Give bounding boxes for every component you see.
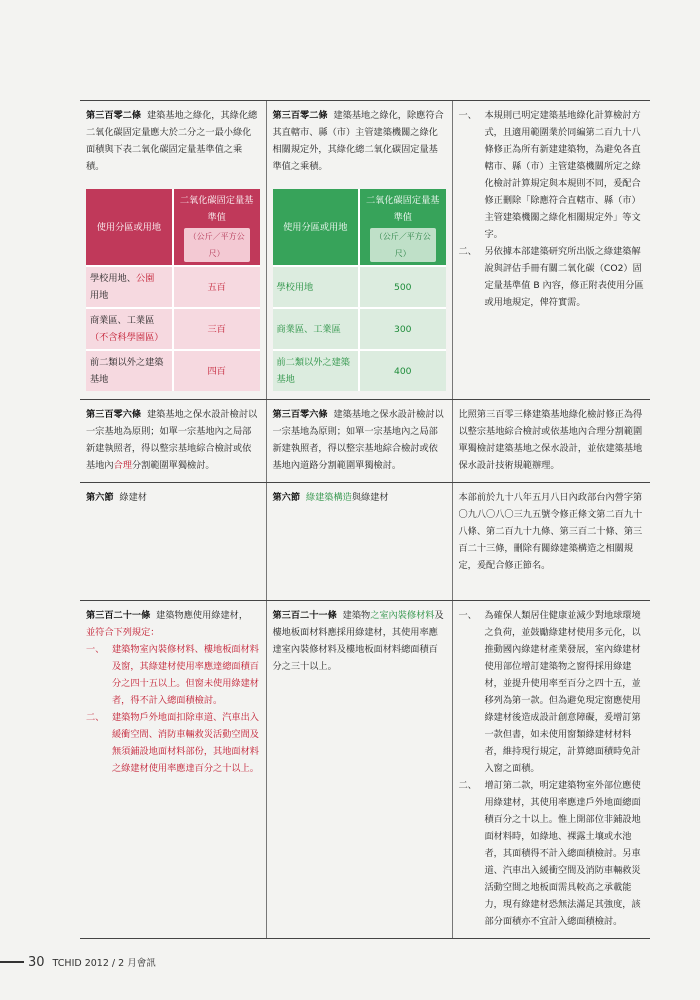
article-title: 第三百零六條 [86,409,142,420]
article-text: 建築物應使用綠建材， [156,610,249,621]
list-number: 二、 [458,780,477,791]
article-text: 建築基地之保水設計檢討以一宗基地為原則；如單一宗基地內之局部新建執照者，得以整宗基地綜合檢討或依基地內 [86,409,258,471]
list-number: 二、 [458,246,477,257]
zone-text: 商業區、工業區 [90,315,155,326]
unit-label: （公斤／平方公尺） [184,228,250,262]
explanation-text: 本部前於九十八年五月八日內政部台內營字第〇九八〇八〇三九五號令修正條文第二百九十八條、第二百九十九條、第三百二十條、第三百二十三條，刪除有關綠建築構造之相關規定，爰配合修正節名。 [458,492,643,571]
table-header-value [173,189,260,266]
list-number: 一、 [458,110,477,121]
table-row [80,101,650,400]
zone-cell [86,308,173,350]
value-cell: 五百 [173,266,260,308]
zone-cell: 學校用地 [273,266,360,308]
list-number: 二、 [86,712,105,723]
list-number: 一、 [458,610,477,621]
list-item [459,107,645,243]
footer-rule [0,961,24,962]
table-header-zone: 使用分區或用地 [273,189,360,266]
article-text-red: 並符合下列規定： [86,627,160,638]
section-title: 第六節 [86,492,114,503]
co2-table-current [273,189,446,391]
article-title: 第三百零二條 [86,110,142,121]
explanation-cell [452,483,650,601]
explanation-cell [452,101,650,400]
article-text: 建築基地之綠化，除應符合其直轄市、縣（市）主管建築機關之綠化相關規定外，其綠化總二氧化碳固定量基準值之乘積。 [272,110,444,172]
list-text: 增訂第二款，明定建築物室外部位應使用綠建材，其使用率應達戶外地面總面積百分之十以上。惟上開部位非鋪設地面材料時，如綠地、裸露土壤或水池者，其面積得不計入總面積檢討。另車道、汽車出入緩衝空間及消防車輛救災活動空間之地板面需具較高之承載能力，現有綠建材恐無法滿足其強度，該部分面積亦不宜計入總面積檢討。 [484,780,641,927]
value-cell: 四百 [173,350,260,391]
article-text-green: 料 [425,610,435,621]
zone-text: 用地 [90,290,109,301]
zone-text-red: 公園 [135,273,155,284]
amended-cell [80,400,266,483]
explanation-cell [452,601,650,939]
explanation-list [459,607,645,930]
publication-name: TCHID 2012 / 2 月會訊 [52,958,156,969]
article-title: 第三百零六條 [272,409,328,420]
zone-text-red: （不含科學園區） [90,332,164,343]
table-row [80,601,650,939]
table-row [80,483,650,601]
list-item [459,607,645,777]
article-text-green: 之室內裝修材 [370,610,426,621]
current-cell [266,601,452,939]
article-text: 建築基地之保水設計檢討以一宗基地為原則；如單一宗基地內之局部新建執照者，得以整宗基地綜合檢討或依基地內道路分割範圍單獨檢討。 [272,409,444,471]
list-item [459,777,645,930]
explanation-cell [452,400,650,483]
current-cell [266,400,452,483]
zone-cell: 前二類以外之建築基地 [273,350,360,391]
section-name: 綠建材 [119,492,147,503]
list-number: 一、 [86,644,105,655]
zone-text: 學校用地、 [90,273,136,284]
explanation-list [459,107,645,311]
list-item [86,709,260,777]
table-row [80,400,650,483]
list-item [86,641,260,709]
article-text: 建築物 [342,610,371,621]
zone-cell [86,266,173,308]
zone-cell: 商業區、工業區 [273,308,360,350]
header-value-label: 二氧化碳固定量基準值 [179,195,254,223]
value-cell: 300 [359,308,446,350]
zone-cell: 前二類以外之建築基地 [86,350,173,391]
value-cell: 三百 [173,308,260,350]
current-cell [266,483,452,601]
article-title: 第三百零二條 [272,110,328,121]
page-footer [0,954,156,970]
current-cell [266,101,452,400]
co2-table-amended [86,189,260,391]
section-name: 與綠建材 [351,492,389,503]
value-cell: 500 [359,266,446,308]
table-header-value [359,189,446,266]
article-text: 建築基地之綠化，其綠化總二氧化碳固定量應大於二分之一最小綠化面積與下表二氧化碳固定量基準值之乘積。 [86,110,258,172]
comparison-table [80,100,650,939]
unit-label: （公斤／平方公尺） [370,228,436,262]
article-title: 第三百二十一條 [86,610,151,621]
list-text: 建築物戶外地面扣除車道、汽車出入緩衝空間、消防車輛救災活動空間及無須鋪設地面材料部份，其地面材料之綠建材使用率應達百分之十以上。 [112,712,259,774]
page-number: 30 [28,954,45,970]
table-header-zone: 使用分區或用地 [86,189,173,266]
value-cell: 400 [359,350,446,391]
comparison-page [80,100,650,939]
list-item [459,243,645,311]
list-text: 建築物室內裝修材料、樓地板面材料及窗，其綠建材使用率應達總面積百分之四十五以上。但窗未使用綠建材者，得不計入總面積檢討。 [112,644,259,706]
section-name-green: 綠建築構造 [305,492,352,503]
section-title: 第六節 [272,492,301,503]
amended-cell [80,483,266,601]
article-items [86,641,260,777]
list-text: 為確保人類居住健康並減少對地球環境之負荷，並鼓勵綠建材使用多元化，以推動國內綠建材產業發展，室內綠建材使用部位增訂建築物之窗得採用綠建材，並提升使用率至百分之四十五，並移列為第一款。但為避免現定窗應使用綠建材後造成設計創意障礙，爰增訂第一款但書，如未使用窗類綠建材材料者，維持現行規定，計算總面積時免計入窗之面積。 [484,610,641,774]
explanation-text: 比照第三百零三條建築基地綠化檢討修正為得以整宗基地綜合檢討或依基地內合理分割範圍單獨檢討建築基地之保水設計，並依建築基地保水設計技術規範辦理。 [458,409,643,471]
amended-cell [80,601,266,939]
list-text: 本規則已明定建築基地綠化計算檢討方式，且適用範圍業於同編第二百九十八條修正為所有新建建築物，為避免各直轄市、縣（市）主管建築機關所定之綠化檢討計算規定與本規則不同，爰配合修正刪除「除應符合直轄市、縣（市）主管建築機關之綠化相關規定外」等文字。 [484,110,641,240]
article-title: 第三百二十一條 [272,610,337,621]
article-text: 及樓地板面材料應採用綠建材，其使用率應達室內裝修材料及樓地板面材料總面積百分之三十以上。 [272,610,444,672]
amended-cell [80,101,266,400]
article-text-red: 合理 [113,460,132,471]
article-text: 分割範圍單獨檢討。 [131,460,215,471]
list-text: 另依據本部建築研究所出版之綠建築解說與評估手冊有關二氧化碳（CO2）固定量基準值 B 內容，修正附表使用分區或用地規定，俾符實需。 [484,246,644,308]
header-value-label: 二氧化碳固定量基準值 [366,195,440,223]
